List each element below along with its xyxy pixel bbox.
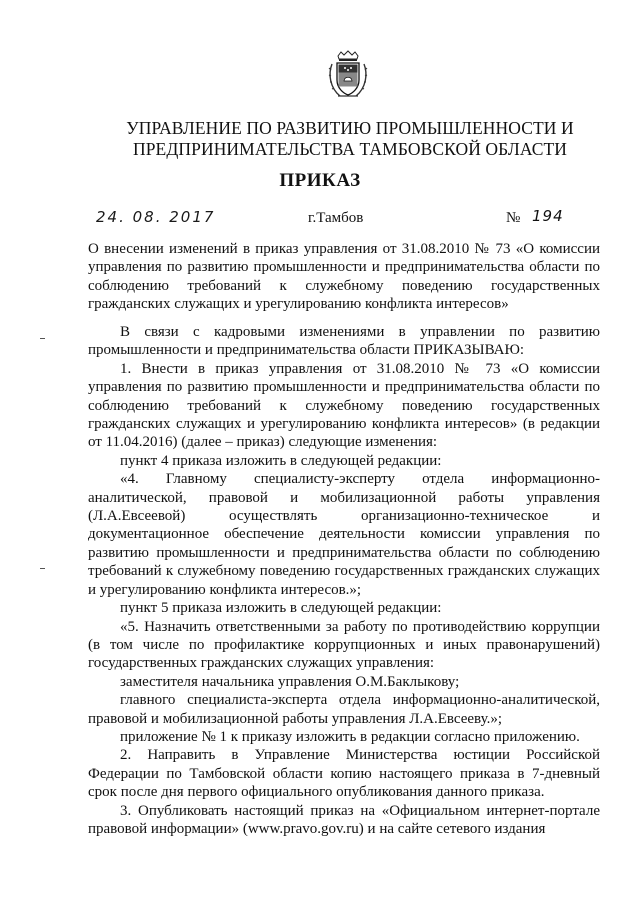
agency-name [80, 118, 620, 160]
body-p5-item-a: заместителя начальника управления О.М.Баклыкову; [120, 673, 460, 690]
body-p5-item-b: главного специалиста-эксперта отдела информационно-аналитической, правовой и мобилизационной работы управления Л.А.Евсееву.»; [88, 692, 600, 727]
agency-name-line-1: УПРАВЛЕНИЕ ПО РАЗВИТИЮ ПРОМЫШЛЕННОСТИ И [126, 118, 574, 138]
margin-tick [40, 338, 45, 339]
body-p4-text: «4. Главному специалисту-эксперту отдела информационно-аналитической, правовой и мобилизационной работы управления (Л.А.Евсеевой) осуществлять организационно-техническое и документационное обеспечение деятельности комиссии управления по развитию промышленности и предпринимательства области по соблюдению требований к служебному поведению государственных гражданских служащих и урегулированию конфликта интересов.»; [88, 471, 600, 598]
document-city: г.Тамбов [308, 210, 364, 226]
order-title-text: О внесении изменений в приказ управления от 31.08.2010 № 73 «О комиссии управления по развитию промышленности и предпринимательства области по соблюдению требований к служебному поведению государственных гражданских служащих и урегулированию конфликта интересов» [88, 241, 600, 313]
order-title [88, 240, 600, 314]
document-date: 24. 08. 2017 [96, 208, 216, 226]
body-item-3: 3. Опубликовать настоящий приказ на «Официальном интернет-портале правовой информации» (www.pravo.gov.ru) и на сайте сетевого издания [88, 802, 600, 837]
document-type: ПРИКАЗ [279, 170, 361, 191]
body-intro: В связи с кадровыми изменениями в управлении по развитию промышленности и предпринимательства области ПРИКАЗЫВАЮ: [88, 324, 600, 359]
margin-tick [40, 568, 45, 569]
agency-name-line-2: ПРЕДПРИНИМАТЕЛЬСТВА ТАМБОВСКОЙ ОБЛАСТИ [132, 139, 568, 159]
body-item-2: 2. Направить в Управление Министерства юстиции Российской Федерации по Тамбовской области копию настоящего приказа в 7-дневный срок после дня первого официального опубликования данного приказа. [88, 747, 600, 801]
body-appendix: приложение № 1 к приказу изложить в редакции согласно приложению. [120, 728, 580, 745]
order-body [88, 323, 600, 838]
body-item-1: 1. Внести в приказ управления от 31.08.2010 № 73 «О комиссии управления по развитию промышленности и предпринимательства области по соблюдению требований к служебному поведению государственных гражданских служащих и урегулированию конфликта интересов» (в редакции от 11.04.2016) (далее – приказ) следующие изменения: [88, 360, 600, 451]
document-number-label: № [506, 210, 521, 226]
body-p5-text: «5. Назначить ответственными за работу по противодействию коррупции (в том числе по профилактике коррупционных и иных правонарушений) государственных гражданских служащих управления: [88, 618, 600, 672]
body-p5-intro: пункт 5 приказа изложить в следующей редакции: [120, 600, 442, 617]
coat-of-arms-icon [326, 50, 370, 102]
document-number: 194 [532, 207, 564, 225]
body-p4-intro: пункт 4 приказа изложить в следующей редакции: [120, 452, 442, 469]
